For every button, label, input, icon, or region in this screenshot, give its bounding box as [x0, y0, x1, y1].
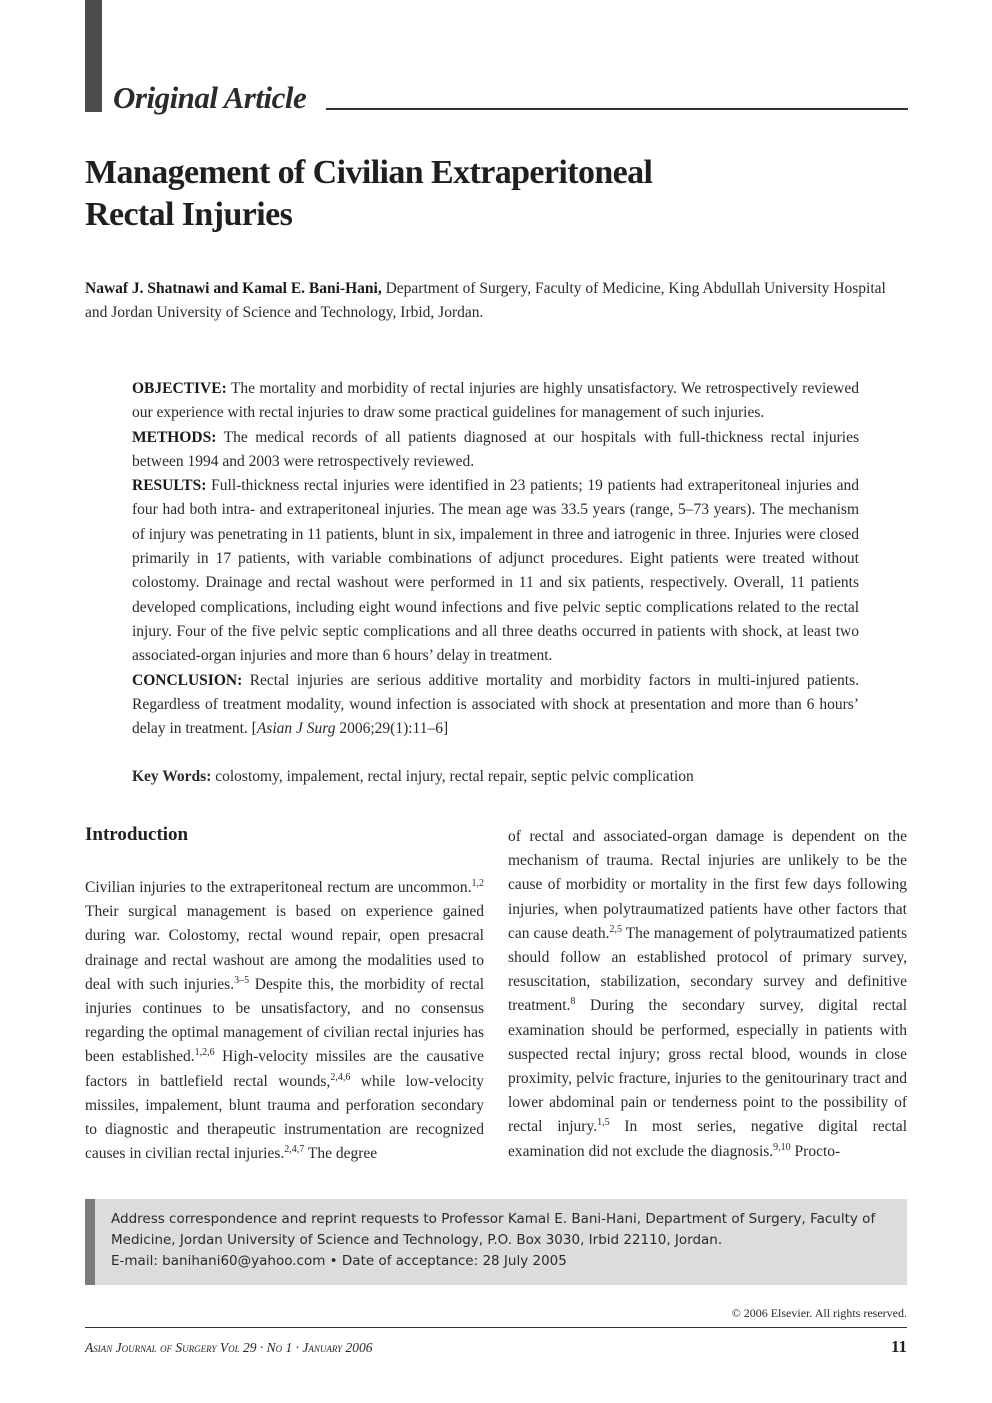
- intro-text: During the secondary survey, digital rectal examination should be performed, especially in patients with suspected rectal injury; gross rectal blood, wounds in close proximity, pelvic fracture, injuries to the genitourinary tract and lower abdominal pain or tenderness point to the possibility of rectal injury.: [508, 997, 907, 1136]
- citation-rest: 2006;29(1):11–6]: [339, 720, 449, 738]
- abstract-objective-text: The mortality and morbidity of rectal injuries are highly unsatisfactory. We retrospectively reviewed our experience with rectal injuries to draw some practical guidelines for management of such injuries.: [132, 380, 859, 422]
- keywords: [132, 765, 859, 789]
- footer-journal: [85, 1340, 373, 1356]
- intro-text: Procto-: [790, 1142, 841, 1160]
- abstract-objective: [132, 377, 859, 426]
- intro-text: High-velocity missiles are the causative factors in battlefield rectal wounds,: [85, 1048, 484, 1090]
- body-column-right: [508, 825, 907, 1164]
- correspondence-box: [85, 1199, 907, 1285]
- author-names: Nawaf J. Shatnawi and Kamal E. Bani-Hani,: [85, 280, 382, 297]
- reference-superscript: 8: [570, 996, 576, 1008]
- reference-superscript: 2,5: [609, 923, 622, 935]
- abstract-results-label: RESULTS:: [132, 477, 207, 495]
- reference-superscript: 1,5: [597, 1117, 610, 1129]
- author-block: [85, 277, 907, 325]
- abstract-methods-label: METHODS:: [132, 428, 217, 446]
- section-side-bar: [85, 0, 102, 112]
- correspondence-address: Address correspondence and reprint requests to Professor Kamal E. Bani-Hani, Department of Surgery, Faculty of Medicine, Jordan University of Science and Technology, P.O. Box 3030, Irbid 22110, Jordan.: [111, 1211, 876, 1248]
- reference-superscript: 3–5: [234, 974, 250, 986]
- copyright-notice: © 2006 Elsevier. All rights reserved.: [731, 1306, 907, 1320]
- citation-journal: Asian J Surg: [256, 720, 336, 738]
- intro-text: In most series, negative digital rectal examination did not exclude the diagnosis.: [508, 1118, 907, 1160]
- abstract-objective-label: OBJECTIVE:: [132, 380, 227, 397]
- reference-superscript: 2,4,7: [284, 1144, 305, 1156]
- reference-superscript: 1,2,6: [194, 1047, 215, 1059]
- citation-open: [: [251, 720, 257, 738]
- correspondence-email: E-mail: banihani60@yahoo.com • Date of acceptance: 28 July 2005: [111, 1253, 567, 1269]
- keywords-label: Key Words:: [132, 768, 212, 785]
- abstract-conclusion: [132, 669, 859, 742]
- footer-issue: Vol 29 · No 1 · January 2006: [219, 1340, 373, 1355]
- reference-superscript: 1,2: [471, 877, 484, 889]
- reference-superscript: 2,4,6: [330, 1071, 351, 1083]
- intro-text: The degree: [304, 1145, 378, 1163]
- page-number: 11: [890, 1337, 907, 1356]
- intro-text: Civilian injuries to the extraperitoneal rectum are uncommon.: [85, 879, 472, 896]
- article-title: [85, 152, 805, 236]
- intro-heading: Introduction: [85, 824, 189, 845]
- section-label-rule: [326, 108, 908, 110]
- abstract-results-text: Full-thickness rectal injuries were identified in 23 patients; 19 patients had extraperitoneal injuries and four had both intra- and extraperitoneal injuries. The mean age was 33.5 years (range, 5–73 years). The mechanism of injury was penetrating in 11 patients, blunt in six, impalement in three and iatrogenic in three. Injuries were closed primarily in 17 patients, with variable combinations of adjunct procedures. Eight patients were treated without colostomy. Drainage and rectal washout were performed in 11 and six patients, respectively. Overall, 11 patients developed complications, including eight wound infections and five pelvic septic complications related to the rectal injury. Four of the five pelvic septic complications and all three deaths occurred in patients with shock, at least two associated-organ injuries and more than 6 hours’ delay in treatment.: [132, 477, 860, 665]
- article-title-line1: Management of Civilian Extraperitoneal: [85, 154, 653, 191]
- keywords-text: colostomy, impalement, rectal injury, rectal repair, septic pelvic complication: [215, 768, 694, 785]
- author-affiliation: Department of Surgery, Faculty of Medicine, King Abdullah University Hospital and Jordan University of Science and Technology, Irbid, Jordan.: [85, 280, 886, 321]
- intro-text: The management of polytraumatized patients should follow an established protocol of primary survey, resuscitation, stabilization, secondary survey and definitive treatment.: [508, 924, 907, 1015]
- intro-text: while low-velocity missiles, impalement, blunt trauma and perforation secondary to diagnostic and therapeutic instrumentation are recognized causes in civilian rectal injuries.: [85, 1072, 485, 1163]
- abstract-methods: [132, 426, 859, 475]
- article-title-line2: Rectal Injuries: [85, 196, 293, 233]
- intro-paragraph-right: [508, 825, 907, 1164]
- abstract-conclusion-text: Rectal injuries are serious additive mortality and morbidity factors in multi-injured patients. Regardless of treatment modality, wound infection is associated with shock at presentation and more than 6 hours’ delay in treatment.: [132, 671, 860, 738]
- intro-paragraph-left: [85, 876, 484, 1166]
- intro-text: Despite this, the morbidity of rectal injuries continues to be unsatisfactory, and no consensus regarding the optimal management of civilian rectal injuries has been established.: [85, 975, 485, 1066]
- footer-journal-name: Asian Journal of Surgery: [85, 1340, 217, 1355]
- body-column-left: [85, 822, 484, 1166]
- correspondence-text: [111, 1209, 886, 1272]
- abstract-conclusion-label: CONCLUSION:: [132, 671, 243, 689]
- reference-superscript: 9,10: [773, 1141, 791, 1153]
- correspondence-bar: [85, 1199, 95, 1285]
- abstract: [132, 377, 859, 741]
- section-label: Original Article: [113, 80, 307, 115]
- abstract-methods-text: The medical records of all patients diagnosed at our hospitals with full-thickness rectal injuries between 1994 and 2003 were retrospectively reviewed.: [132, 428, 859, 470]
- footer-rule: [85, 1327, 907, 1328]
- intro-text: Their surgical management is based on experience gained during war. Colostomy, rectal wound repair, open presacral drainage and rectal washout are among the modalities used to deal with such injuries.: [85, 903, 484, 993]
- intro-text: of rectal and associated-organ damage is dependent on the mechanism of trauma. Rectal injuries are unlikely to be the cause of morbidity or mortality in the first few days following injuries, when polytraumatized patients have other factors that can cause death.: [508, 828, 907, 942]
- abstract-results: [132, 474, 859, 668]
